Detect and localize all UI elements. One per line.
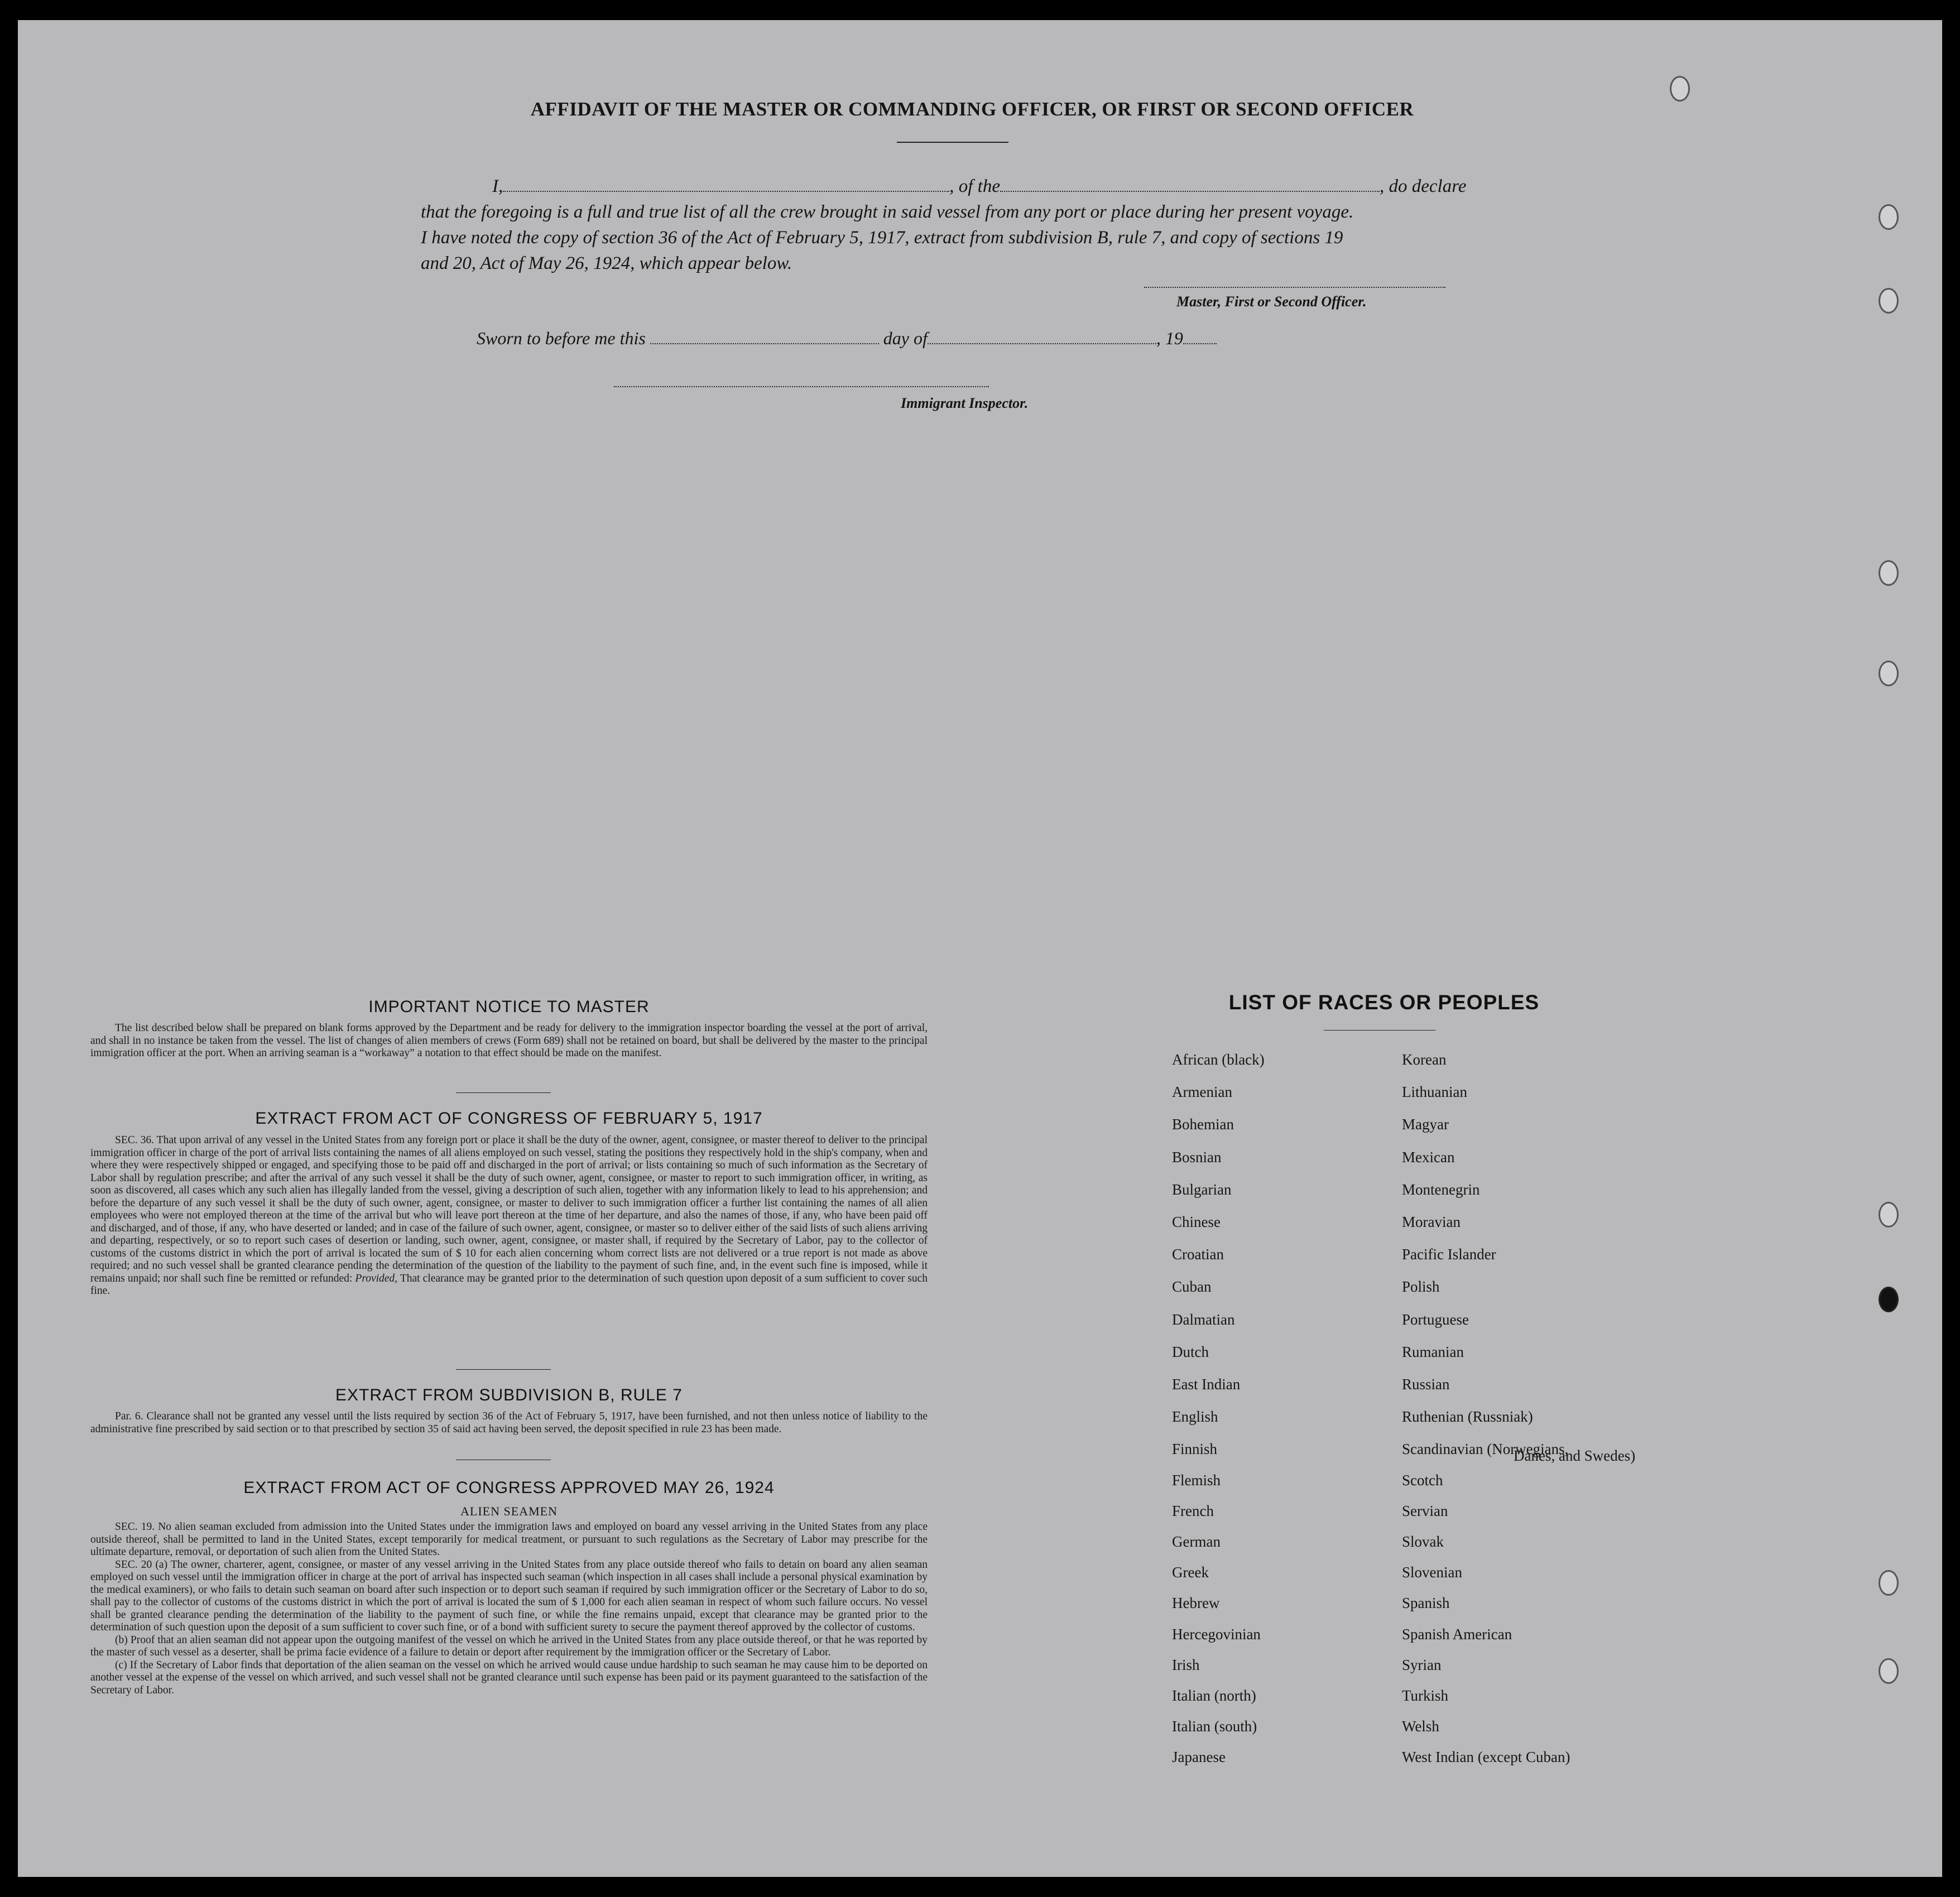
sec-20-a: SEC. 20 (a) The owner, charterer, agent, consignee, or master of any vessel arriving in the United States from any place outside thereof who fails to detain on board any alien seaman employed on such vessel until the immigration officer in charge at the port of arrival has inspected such seaman (which inspection in all cases shall include a personal physical examination by the medical examiners), or who fails to detain such seaman on board after such inspection or to deport such seaman if required by such immigration officer or the Secretary of Labor to do so, shall pay to the collector of customs of the customs district in which the port of arrival is located the sum of $ 1,000 for each alien seaman in respect of whom such failure occurs. No vessel shall be granted clearance pending the determination of the liability to the payment of such fine, or while the fine remains unpaid, except that clearance may be granted prior to the determination of such question upon the deposit of a sum sufficient to cover such fine, or of a bond with sufficient surety to secure the payment thereof approved by the collector of customs. <box>90 1558 928 1633</box>
race-left-13: Finnish <box>1172 1441 1218 1458</box>
rule-7-title: EXTRACT FROM SUBDIVISION B, RULE 7 <box>335 1386 683 1404</box>
race-right-21: Turkish <box>1402 1687 1449 1704</box>
race-left-20: Irish <box>1172 1656 1200 1673</box>
punch-hole <box>1879 1570 1899 1596</box>
punch-hole <box>1879 1202 1899 1227</box>
affidavit-line-2: that the foregoing is a full and true list of all the crew brought in said vessel from any port or place during her present voyage. <box>421 202 1354 222</box>
notice-text: The list described below shall be prepared on blank forms approved by the Department and be ready for delivery to the immigration inspector boarding the vessel at the port of arrival, and shall in no instance be taken from the vessel. The list of changes of alien members of crews (Form 689) shall not be retained on board, but shall be delivered by the master to the principal immigration officer at the port. When an arriving seaman is a “workaway” a notation to that effect should be made on the manifest. <box>90 1022 928 1059</box>
act-1924-subtitle: ALIEN SEAMEN <box>460 1504 558 1518</box>
race-left-23: Japanese <box>1172 1749 1226 1766</box>
punch-hole <box>1879 204 1899 230</box>
affidavit-title: AFFIDAVIT OF THE MASTER OR COMMANDING OFFICER, OR FIRST OR SECOND OFFICER <box>530 98 1414 120</box>
race-right-12: Ruthenian (Russniak) <box>1402 1408 1533 1426</box>
race-left-15: French <box>1172 1502 1214 1519</box>
race-left-10: Dutch <box>1172 1343 1209 1360</box>
race-left-7: Croatian <box>1172 1246 1224 1263</box>
race-left-1: African (black) <box>1172 1051 1265 1068</box>
race-right-22: Welsh <box>1402 1718 1439 1735</box>
race-right-15: Servian <box>1402 1502 1448 1519</box>
divider-2 <box>456 1369 551 1370</box>
race-right-11: Russian <box>1402 1376 1450 1393</box>
race-left-2: Armenian <box>1172 1084 1232 1101</box>
race-right-9: Portuguese <box>1402 1311 1469 1328</box>
year-label: , 19 <box>1156 328 1183 348</box>
race-right-1: Korean <box>1402 1051 1447 1068</box>
act-1917-body-end: That clearance may be granted prior to the determination of such question upon deposit of a sum sufficient to cover such fine. <box>90 1272 928 1297</box>
vessel-name-blank[interactable] <box>1000 186 1380 192</box>
act-1917-proviso: Provided, <box>355 1272 398 1284</box>
race-left-4: Bosnian <box>1172 1148 1222 1166</box>
sec-20-b: (b) Proof that an alien seaman did not appear upon the outgoing manifest of the vessel on which he arrived in the United States from any place outside thereof, or that he was reported by the master of such vessel as a deserter, shall be prima facie evidence of a failure to detain or deport after requirement by the immigration officer or the Secretary of Labor. <box>90 1634 928 1658</box>
punch-hole <box>1879 1658 1899 1684</box>
title-underline <box>897 142 1008 143</box>
race-right-2: Lithuanian <box>1402 1084 1467 1101</box>
document-page <box>18 20 1942 1877</box>
race-left-11: East Indian <box>1172 1376 1241 1393</box>
punch-hole <box>1670 76 1690 102</box>
race-right-17: Slovenian <box>1402 1564 1462 1581</box>
race-left-3: Bohemian <box>1172 1116 1234 1133</box>
race-left-19: Hercegovinian <box>1172 1625 1261 1643</box>
race-left-9: Dalmatian <box>1172 1311 1235 1328</box>
race-left-17: Greek <box>1172 1564 1209 1581</box>
race-left-21: Italian (north) <box>1172 1687 1256 1704</box>
race-right-6: Moravian <box>1402 1214 1461 1230</box>
rule-7-text: Par. 6. Clearance shall not be granted any vessel until the lists required by section 36 of the Act of February 5, 1917, have been furnished, and not then unless notice of liability to the administrative fine prescribed by said section or to that prescribed by section 35 of said act having been served, the deposit specified in rule 23 has been made. <box>90 1410 928 1435</box>
race-right-20: Syrian <box>1402 1656 1442 1673</box>
race-scandinavian-continued: Danes, and Swedes) <box>1514 1447 1636 1464</box>
race-right-7: Pacific Islander <box>1402 1246 1496 1263</box>
race-right-23: West Indian (except Cuban) <box>1402 1749 1570 1766</box>
inspector-label: Immigrant Inspector. <box>901 395 1029 411</box>
act-1924-text <box>90 1521 928 1697</box>
day-of-label: day of <box>883 328 928 348</box>
race-right-10: Rumanian <box>1402 1343 1464 1360</box>
race-right-19: Spanish American <box>1402 1625 1512 1643</box>
declare-label: , do declare <box>1379 176 1467 196</box>
race-right-4: Mexican <box>1402 1148 1455 1166</box>
races-title: LIST OF RACES OR PEOPLES <box>1228 991 1540 1014</box>
punch-hole <box>1879 560 1899 586</box>
race-left-18: Hebrew <box>1172 1595 1220 1612</box>
race-right-14: Scotch <box>1402 1471 1443 1489</box>
officer-signature-blank[interactable] <box>1144 282 1445 288</box>
race-right-8: Polish <box>1402 1278 1440 1296</box>
race-left-8: Cuban <box>1172 1278 1212 1296</box>
sworn-month-blank[interactable] <box>928 339 1156 344</box>
race-left-5: Bulgarian <box>1172 1181 1232 1198</box>
race-left-6: Chinese <box>1172 1214 1221 1230</box>
punch-hole <box>1879 1287 1899 1312</box>
of-the-label: , of the <box>949 176 1000 196</box>
affidavit-line-3: I have noted the copy of section 36 of the Act of February 5, 1917, extract from subdivision B, rule 7, and copy of sections 19 <box>421 228 1343 248</box>
sworn-label: Sworn to before me this <box>477 328 646 348</box>
act-1917-title: EXTRACT FROM ACT OF CONGRESS OF FEBRUARY 5, 1917 <box>255 1109 763 1128</box>
sec-20-c: (c) If the Secretary of Labor finds that deportation of the alien seaman on the vessel on which he arrived would cause undue hardship to such seaman he may cause him to be deported on another vessel at the expense of the vessel on which arrived, and such vessel shall not be granted clearance until such expense has been paid or its payment guaranteed to the satisfaction of the Secretary of Labor. <box>90 1659 928 1696</box>
race-right-18: Spanish <box>1402 1595 1450 1612</box>
act-1924-title: EXTRACT FROM ACT OF CONGRESS APPROVED MAY 26, 1924 <box>243 1479 775 1497</box>
race-left-16: German <box>1172 1533 1221 1550</box>
notice-title: IMPORTANT NOTICE TO MASTER <box>368 998 650 1016</box>
sec-19: SEC. 19. No alien seaman excluded from admission into the United States under the immigration laws and employed on board any vessel arriving in the United States from any place outside thereof, shall be permitted to land in the United States, except temporarily for medical treatment, or pursuant to such regulations as the Secretary of Labor may prescribe for the ultimate departure, removal, or deportation of such alien from the United States. <box>90 1521 928 1558</box>
affidavit-line-4: and 20, Act of May 26, 1924, which appear below. <box>421 253 792 273</box>
declarant-name-blank[interactable] <box>503 186 949 192</box>
declarant-label: I, <box>492 176 503 196</box>
race-left-22: Italian (south) <box>1172 1718 1257 1735</box>
sworn-line <box>477 328 1217 349</box>
race-left-14: Flemish <box>1172 1471 1221 1489</box>
officer-signature-label: Master, First or Second Officer. <box>1176 293 1367 310</box>
race-right-16: Slovak <box>1402 1533 1444 1550</box>
sworn-day-blank[interactable] <box>650 339 879 344</box>
act-1917-body: SEC. 36. That upon arrival of any vessel in the United States from any foreign port or place it shall be the duty of the owner, agent, consignee, or master thereof to deliver to the principal immigration officer in charge of the port of arrival lists containing the names of all aliens employed on such vessel, stating the positions they respectively hold in the ship's company, when and where they were respectively shipped or engaged, and specifying those to be paid off and discharged in the port of arrival; or lists containing so much of such information as the Secretary of Labor shall by regulation prescribe; and after the arrival of any such vessel it shall be the duty of such owner, agent, consignee, or master to report to such immigration officer, in writing, as soon as discovered, all cases which any such alien has illegally landed from the vessel, giving a description of such alien, together with any information likely to lead to his apprehension; and before the departure of any such vessel it shall be the duty of such owner, agent, consignee, or master to deliver to such immigration officer a further list containing the names of all alien employees who were not employed thereon at the time of the arrival but who will leave port thereon at the time of her departure, and also the names of those, if any, who have been paid off and discharged, and of those, if any, who have deserted or landed; and in case of the failure of such owner, agent, consignee, or master so to deliver either of the said lists of such aliens arriving and departing, respectively, or so to report such cases of desertion or landing, such owner, agent, consignee, or master shall, if required by the Secretary of Labor, pay to the collector of customs of the customs district in which the port of arrival is located the sum of $ 10 for each alien concerning whom correct lists are not delivered or a true report is not made as above required; and no such vessel shall be granted clearance pending the determination of the question of the liability to the payment of such fine, and, in the event such fine is imposed, while it remains unpaid; nor shall such fine be remitted or refunded: <box>90 1134 928 1284</box>
race-right-13: Scandinavian (Norwegians, <box>1402 1441 1569 1458</box>
race-right-5: Montenegrin <box>1402 1181 1480 1198</box>
affidavit-line-1 <box>492 176 1466 197</box>
divider-1 <box>456 1092 551 1093</box>
race-right-3: Magyar <box>1402 1116 1449 1133</box>
punch-hole <box>1879 288 1899 314</box>
races-title-underline <box>1324 1030 1435 1031</box>
punch-hole <box>1879 661 1899 686</box>
race-left-12: English <box>1172 1408 1218 1426</box>
sworn-year-blank[interactable] <box>1183 339 1217 344</box>
inspector-signature-blank[interactable] <box>614 382 989 387</box>
act-1917-text <box>90 1134 928 1298</box>
